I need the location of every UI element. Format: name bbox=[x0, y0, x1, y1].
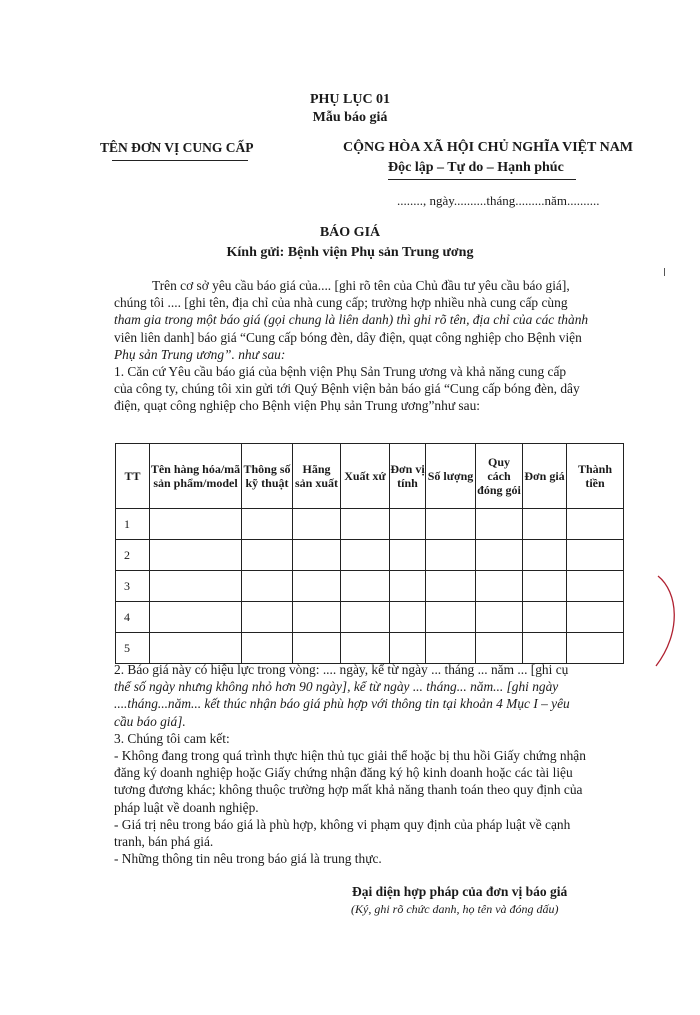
table-cell bbox=[567, 540, 624, 571]
terms-line: đăng ký doanh nghiệp hoặc Giấy chứng nhận đăng ký hộ kinh doanh hoặc các tài liệu bbox=[114, 765, 573, 781]
row-number: 3 bbox=[116, 571, 150, 602]
table-cell bbox=[150, 602, 242, 633]
intro-line: điện, quạt công nghiệp cho Bệnh viện Phụ sản Trung ương”như sau: bbox=[114, 398, 480, 414]
intro-line: 1. Căn cứ Yêu cầu báo giá của bệnh viện Phụ Sản Trung ương và khả năng cung cấp bbox=[114, 364, 567, 380]
table-cell bbox=[476, 571, 523, 602]
table-cell bbox=[567, 602, 624, 633]
row-number: 1 bbox=[116, 509, 150, 540]
intro-paragraph bbox=[114, 277, 624, 415]
table-header-row bbox=[116, 444, 624, 509]
table-cell bbox=[426, 571, 476, 602]
table-cell bbox=[242, 633, 293, 664]
terms-line: cầu báo giá]. bbox=[114, 713, 186, 729]
national-title: CỘNG HÒA XÃ HỘI CHỦ NGHĨA VIỆT NAM bbox=[343, 140, 634, 155]
table-cell bbox=[341, 633, 390, 664]
terms-line: thể số ngày nhưng không nhỏ hơn 90 ngày], kể từ ngày ... tháng... năm... [ghi ngày bbox=[114, 679, 559, 695]
table-row bbox=[116, 571, 624, 602]
motto-underline bbox=[388, 179, 576, 180]
table-row bbox=[116, 602, 624, 633]
table-cell bbox=[476, 509, 523, 540]
table-cell bbox=[390, 509, 426, 540]
table-cell bbox=[426, 540, 476, 571]
table-cell bbox=[242, 602, 293, 633]
table-cell bbox=[390, 602, 426, 633]
date-line: ........, ngày..........tháng.........năm.......... bbox=[397, 193, 600, 208]
scan-mark bbox=[664, 268, 665, 276]
table-cell bbox=[426, 633, 476, 664]
table-cell bbox=[341, 571, 390, 602]
table-cell bbox=[341, 602, 390, 633]
terms-line: 3. Chúng tôi cam kết: bbox=[114, 730, 230, 746]
terms-line: - Giá trị nêu trong báo giá là phù hợp, không vi phạm quy định của pháp luật về cạnh bbox=[114, 816, 571, 832]
intro-line: Trên cơ sở yêu cầu báo giá của.... [ghi rõ tên của Chủ đầu tư yêu cầu báo giá], bbox=[152, 278, 570, 293]
col-header-quantity: Số lượng bbox=[426, 444, 476, 509]
terms-line: tương đương khác; không thuộc trường hợp mất khả năng thanh toán theo quy định của bbox=[114, 782, 583, 798]
intro-line: của công ty, chúng tôi xin gửi tới Quý Bệnh viện bản báo giá “Cung cấp bóng đèn, dây bbox=[114, 381, 580, 397]
col-header-unit-price: Đơn giá bbox=[523, 444, 567, 509]
table-cell bbox=[293, 509, 341, 540]
table-cell bbox=[341, 509, 390, 540]
table-cell bbox=[426, 602, 476, 633]
table-cell bbox=[523, 633, 567, 664]
table-cell bbox=[476, 602, 523, 633]
intro-line: Phụ sản Trung ương”. như sau: bbox=[114, 346, 286, 362]
table-cell bbox=[567, 509, 624, 540]
intro-line: chúng tôi .... [ghi tên, địa chỉ của nhà cung cấp; trường hợp nhiều nhà cung cấp cùng bbox=[114, 295, 568, 311]
table-row bbox=[116, 540, 624, 571]
col-header-packaging: Quy cách đóng gói bbox=[476, 444, 523, 509]
quotation-table bbox=[115, 443, 624, 664]
row-number: 2 bbox=[116, 540, 150, 571]
table-cell bbox=[293, 602, 341, 633]
supplier-name-placeholder: TÊN ĐƠN VỊ CUNG CẤP bbox=[100, 140, 254, 155]
col-header-product: Tên hàng hóa/mã sản phẩm/model bbox=[150, 444, 242, 509]
appendix-label: PHỤ LỤC 01 bbox=[309, 92, 391, 107]
table-cell bbox=[293, 571, 341, 602]
col-header-specs: Thông số kỹ thuật bbox=[242, 444, 293, 509]
table-cell bbox=[426, 509, 476, 540]
terms-line: ....tháng...năm... kết thúc nhận báo giá phù hợp với thông tin tại khoản 4 Mục I – yêu bbox=[114, 696, 570, 712]
form-title: Mẫu báo giá bbox=[312, 110, 388, 125]
col-header-origin: Xuất xứ bbox=[341, 444, 390, 509]
table-cell bbox=[390, 571, 426, 602]
terms-line: - Những thông tin nêu trong báo giá là trung thực. bbox=[114, 851, 382, 867]
terms-line: tranh, bán phá giá. bbox=[114, 834, 214, 850]
table-cell bbox=[150, 633, 242, 664]
intro-line: viên liên danh] báo giá “Cung cấp bóng đèn, dây điện, quạt công nghiệp cho Bệnh viện bbox=[114, 329, 582, 345]
table-cell bbox=[150, 540, 242, 571]
table-row bbox=[116, 633, 624, 664]
table-cell bbox=[242, 509, 293, 540]
table-cell bbox=[293, 540, 341, 571]
table-cell bbox=[567, 633, 624, 664]
terms-paragraph bbox=[114, 661, 624, 867]
national-motto: Độc lập – Tự do – Hạnh phúc bbox=[388, 160, 564, 175]
row-number: 4 bbox=[116, 602, 150, 633]
table-cell bbox=[523, 571, 567, 602]
table-cell bbox=[242, 540, 293, 571]
terms-line: 2. Báo giá này có hiệu lực trong vòng: .... ngày, kể từ ngày ... tháng ... năm ... [ghi cụ bbox=[114, 662, 569, 677]
row-number: 5 bbox=[116, 633, 150, 664]
table-cell bbox=[390, 633, 426, 664]
col-header-amount: Thành tiền bbox=[567, 444, 624, 509]
col-header-manufacturer: Hãng sản xuất bbox=[293, 444, 341, 509]
table-cell bbox=[341, 540, 390, 571]
table-cell bbox=[523, 509, 567, 540]
table-cell bbox=[476, 540, 523, 571]
intro-line: tham gia trong một báo giá (gọi chung là liên danh) thì ghi rõ tên, địa chỉ của các thành bbox=[114, 312, 589, 328]
signature-note: (Ký, ghi rõ chức danh, họ tên và đóng dấu) bbox=[351, 902, 559, 916]
scan-arc-mark bbox=[648, 572, 688, 672]
table-cell bbox=[150, 571, 242, 602]
signature-title: Đại diện hợp pháp của đơn vị báo giá bbox=[352, 884, 568, 899]
terms-line: pháp luật về doanh nghiệp. bbox=[114, 799, 259, 815]
table-cell bbox=[150, 509, 242, 540]
table-cell bbox=[523, 540, 567, 571]
table-cell bbox=[523, 602, 567, 633]
table-cell bbox=[242, 571, 293, 602]
table-cell bbox=[390, 540, 426, 571]
table-cell bbox=[293, 633, 341, 664]
table-cell bbox=[476, 633, 523, 664]
document-heading: BÁO GIÁ bbox=[319, 225, 381, 240]
supplier-underline bbox=[112, 160, 248, 161]
col-header-unit: Đơn vị tính bbox=[390, 444, 426, 509]
table-cell bbox=[567, 571, 624, 602]
terms-line: - Không đang trong quá trình thực hiện thủ tục giải thể hoặc bị thu hồi Giấy chứng nhận bbox=[114, 748, 586, 764]
table-row bbox=[116, 509, 624, 540]
col-header-tt: TT bbox=[116, 444, 150, 509]
recipient-line: Kính gửi: Bệnh viện Phụ sản Trung ương bbox=[226, 245, 474, 260]
